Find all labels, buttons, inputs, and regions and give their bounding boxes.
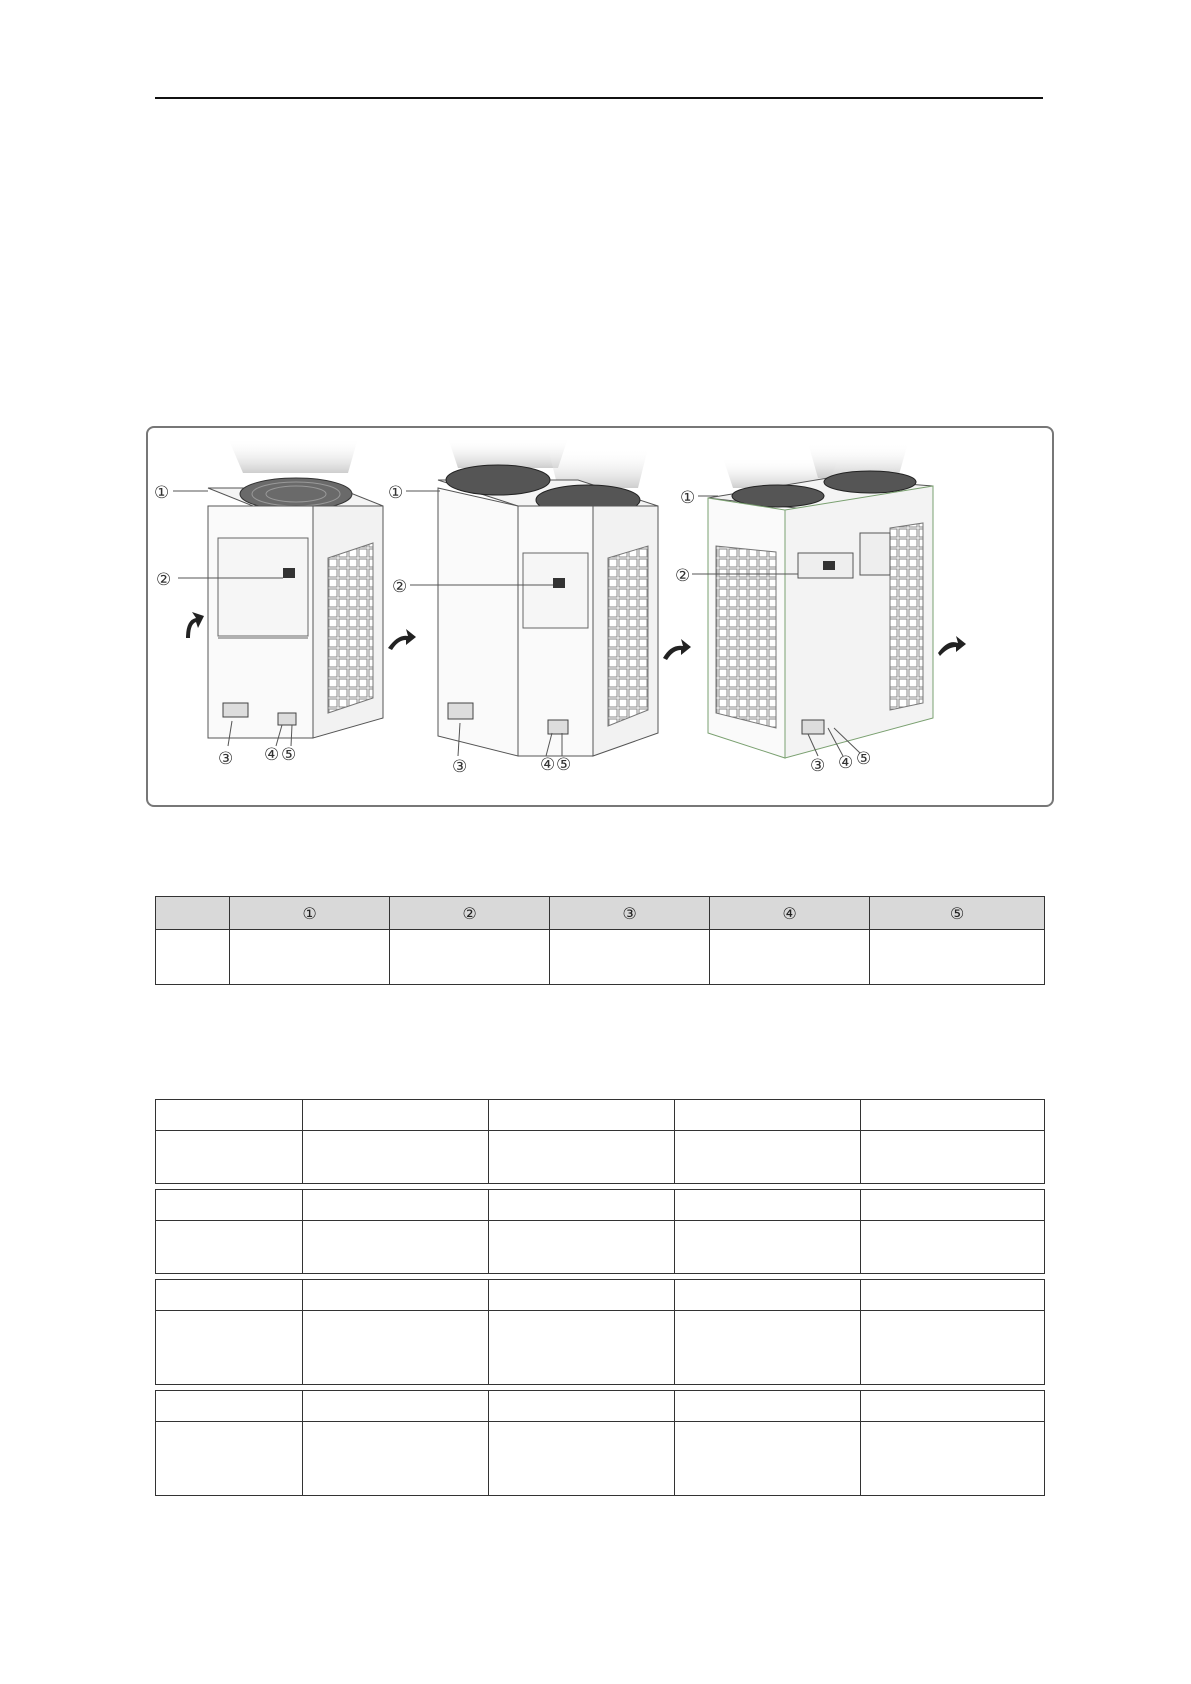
- callout-3: ③: [218, 749, 234, 769]
- header-cell: [156, 897, 230, 930]
- callout-2: ②: [392, 577, 408, 597]
- callout-2: ②: [156, 570, 172, 590]
- table-cell: [861, 1190, 1045, 1221]
- table-cell: [550, 930, 710, 985]
- table-cell: [489, 1100, 675, 1131]
- spec-table-2: [155, 1189, 1045, 1274]
- callout-4: ④: [540, 755, 556, 775]
- header-cell: ④: [710, 897, 870, 930]
- header-cell: ③: [550, 897, 710, 930]
- table-row: [156, 1131, 1045, 1184]
- callout-3: ③: [452, 757, 468, 777]
- callout-4: ④: [838, 753, 854, 773]
- table-row: [156, 930, 1045, 985]
- callout-4: ④: [264, 745, 280, 765]
- table-cell: [303, 1280, 489, 1311]
- fan-grille-icon: [446, 465, 550, 495]
- table-row: [156, 1280, 1045, 1311]
- callout-2: ②: [675, 566, 691, 586]
- table-cell: [870, 930, 1045, 985]
- table-cell: [489, 1221, 675, 1274]
- outdoor-units-illustration: [148, 428, 1052, 805]
- table-cell: [675, 1280, 861, 1311]
- table-row: [156, 1221, 1045, 1274]
- table-row: [156, 1311, 1045, 1385]
- header-cell: ⑤: [870, 897, 1045, 930]
- table-cell: [861, 1100, 1045, 1131]
- callout-1: ①: [680, 488, 696, 508]
- callout-3: ③: [810, 756, 826, 776]
- table-row: [156, 1100, 1045, 1131]
- table-cell: [156, 1131, 303, 1184]
- callout-5: ⑤: [556, 755, 572, 775]
- parts-legend-table: [155, 896, 1045, 985]
- table-cell: [303, 1422, 489, 1496]
- table-row: [156, 1422, 1045, 1496]
- table-cell: [675, 1422, 861, 1496]
- outdoor-units-figure: [146, 426, 1054, 807]
- table-cell: [675, 1391, 861, 1422]
- callout-1: ①: [154, 483, 170, 503]
- table-cell: [675, 1131, 861, 1184]
- table-cell: [156, 930, 230, 985]
- table-row: [156, 1190, 1045, 1221]
- table-cell: [861, 1422, 1045, 1496]
- callout-5: ⑤: [281, 745, 297, 765]
- header-cell: ①: [230, 897, 390, 930]
- table-cell: [303, 1311, 489, 1385]
- table-cell: [861, 1221, 1045, 1274]
- table-cell: [861, 1131, 1045, 1184]
- table-cell: [156, 1190, 303, 1221]
- table-cell: [303, 1221, 489, 1274]
- callout-5: ⑤: [856, 749, 872, 769]
- table-cell: [390, 930, 550, 985]
- table-cell: [861, 1391, 1045, 1422]
- table-cell: [156, 1422, 303, 1496]
- spec-table-4: [155, 1390, 1045, 1496]
- unit-double-fan-alt: [692, 443, 966, 758]
- table-cell: [156, 1100, 303, 1131]
- callout-1: ①: [388, 483, 404, 503]
- table-cell: [861, 1280, 1045, 1311]
- spec-table-3: [155, 1279, 1045, 1385]
- table-cell: [303, 1391, 489, 1422]
- table-cell: [303, 1100, 489, 1131]
- table-cell: [303, 1190, 489, 1221]
- table-cell: [489, 1280, 675, 1311]
- table-cell: [861, 1311, 1045, 1385]
- table-row: [156, 1391, 1045, 1422]
- table-cell: [489, 1422, 675, 1496]
- table-header-row: [156, 897, 1045, 930]
- fan-grille-icon: [824, 471, 916, 493]
- table-cell: [489, 1391, 675, 1422]
- table-cell: [489, 1190, 675, 1221]
- table-cell: [675, 1311, 861, 1385]
- table-cell: [675, 1221, 861, 1274]
- unit-double-fan: [406, 438, 691, 756]
- header-cell: ②: [390, 897, 550, 930]
- table-cell: [303, 1131, 489, 1184]
- spec-table-1: [155, 1099, 1045, 1184]
- fan-grille-icon: [240, 478, 352, 510]
- table-cell: [675, 1190, 861, 1221]
- table-cell: [156, 1311, 303, 1385]
- table-cell: [230, 930, 390, 985]
- unit-single-fan: [173, 438, 416, 746]
- table-cell: [489, 1311, 675, 1385]
- table-cell: [710, 930, 870, 985]
- table-cell: [675, 1100, 861, 1131]
- header-rule: [155, 97, 1043, 99]
- table-cell: [489, 1131, 675, 1184]
- table-cell: [156, 1280, 303, 1311]
- table-cell: [156, 1221, 303, 1274]
- table-cell: [156, 1391, 303, 1422]
